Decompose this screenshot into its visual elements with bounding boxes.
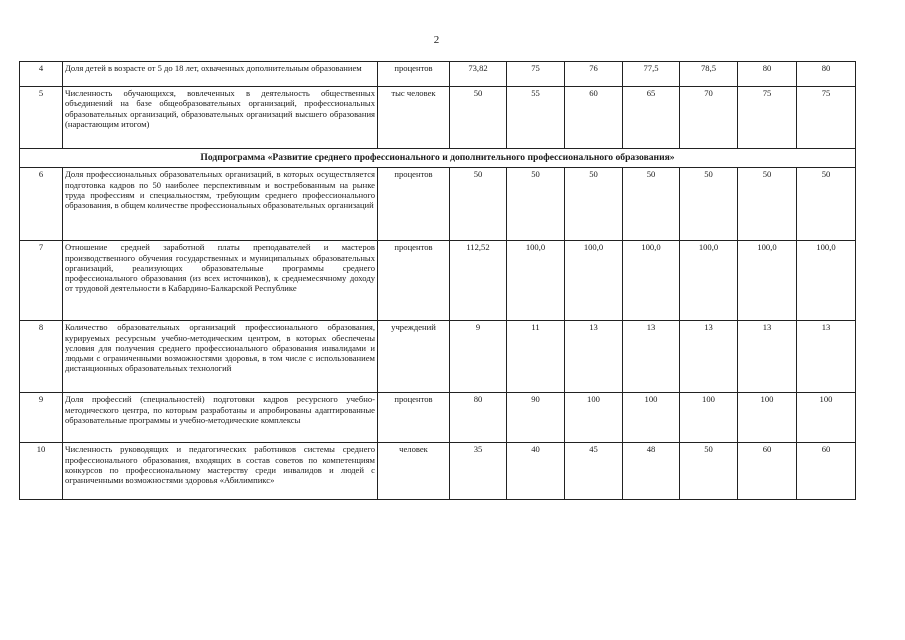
indicator-value: 13 (738, 321, 797, 393)
indicator-value: 50 (565, 168, 623, 241)
indicator-value: 65 (623, 87, 680, 149)
row-number: 4 (20, 62, 63, 87)
row-number: 8 (20, 321, 63, 393)
indicator-description: Доля профессиональных образовательных организаций, в которых осуществляется подготовка кадров по 50 наиболее перспективным и востребованным на рынке труда профессиям и специальностям, требующим среднего профессионального образования, в общем количестве профессиональных образовательных организаций (63, 168, 378, 241)
row-number: 7 (20, 241, 63, 321)
indicator-value: 13 (623, 321, 680, 393)
unit-of-measure: тыс человек (378, 87, 450, 149)
indicator-value: 13 (797, 321, 856, 393)
indicator-value: 100 (623, 393, 680, 443)
indicator-description: Доля профессий (специальностей) подготовки кадров ресурсного учебно-методического центра, по которым разработаны и апробированы адаптированные образовательные программы и учебно-методические комплексы (63, 393, 378, 443)
indicator-value: 13 (565, 321, 623, 393)
indicator-value: 60 (797, 443, 856, 500)
indicator-value: 75 (738, 87, 797, 149)
unit-of-measure: процентов (378, 241, 450, 321)
indicator-value: 50 (680, 443, 738, 500)
indicator-value: 50 (450, 168, 507, 241)
row-number: 9 (20, 393, 63, 443)
unit-of-measure: процентов (378, 393, 450, 443)
table-row (20, 241, 856, 321)
unit-of-measure: процентов (378, 168, 450, 241)
indicator-value: 50 (738, 168, 797, 241)
indicator-value: 100,0 (623, 241, 680, 321)
indicator-value: 100,0 (797, 241, 856, 321)
indicator-value: 35 (450, 443, 507, 500)
indicator-value: 70 (680, 87, 738, 149)
indicator-value: 50 (680, 168, 738, 241)
indicator-value: 100,0 (680, 241, 738, 321)
indicator-value: 80 (738, 62, 797, 87)
indicator-value: 55 (507, 87, 565, 149)
table-body-top (20, 62, 856, 149)
indicator-value: 78,5 (680, 62, 738, 87)
table-row (20, 443, 856, 500)
page-number: 2 (433, 34, 440, 46)
row-number: 10 (20, 443, 63, 500)
indicator-description: Доля детей в возрасте от 5 до 18 лет, охваченных дополнительным образованием (63, 62, 378, 87)
indicator-value: 100 (565, 393, 623, 443)
indicator-value: 73,82 (450, 62, 507, 87)
indicator-value: 13 (680, 321, 738, 393)
indicator-value: 50 (623, 168, 680, 241)
indicator-value: 100 (797, 393, 856, 443)
subprogram-title: Подпрограмма «Развитие среднего профессионального и дополнительного профессионального образования» (20, 149, 856, 168)
row-number: 6 (20, 168, 63, 241)
indicator-value: 50 (450, 87, 507, 149)
indicator-value: 100,0 (565, 241, 623, 321)
indicator-value: 60 (738, 443, 797, 500)
unit-of-measure: человек (378, 443, 450, 500)
table-row (20, 62, 856, 87)
indicator-value: 60 (565, 87, 623, 149)
indicator-value: 100 (680, 393, 738, 443)
unit-of-measure: процентов (378, 62, 450, 87)
table-row (20, 87, 856, 149)
indicator-description: Численность обучающихся, вовлеченных в деятельность общественных объединений на базе общеобразовательных организаций, профессиональных образовательных организаций, образовательных организаций высшего образования (нарастающим итогом) (63, 87, 378, 149)
indicator-value: 77,5 (623, 62, 680, 87)
unit-of-measure: учреждений (378, 321, 450, 393)
row-number: 5 (20, 87, 63, 149)
indicator-value: 80 (450, 393, 507, 443)
indicator-value: 75 (797, 87, 856, 149)
indicator-description: Количество образовательных организаций профессионального образования, курируемых ресурсным учебно-методическим центром, в которых обеспечены условия для получения среднего профессионального образования инвалидами и людьми с ограниченными возможностями здоровья, в том числе с использованием дистанционных образовательных технологий (63, 321, 378, 393)
indicator-value: 48 (623, 443, 680, 500)
indicator-value: 90 (507, 393, 565, 443)
indicator-value: 100,0 (738, 241, 797, 321)
indicator-value: 112,52 (450, 241, 507, 321)
indicator-value: 9 (450, 321, 507, 393)
indicator-description: Отношение средней заработной платы преподавателей и мастеров производственного обучения государственных и муниципальных образовательных организаций, реализующих образовательные программы среднего профессионального образования (из всех источников), к среднемесячному доходу от трудовой деятельности в Кабардино-Балкарской Республике (63, 241, 378, 321)
indicator-value: 100 (738, 393, 797, 443)
indicator-value: 76 (565, 62, 623, 87)
indicator-description: Численность руководящих и педагогических работников системы среднего профессионального образования, входящих в состав советов по компетенциям конкурсов по профессиональному мастерству среди инвалидов и людей с ограниченными возможностями здоровья «Абилимпикс» (63, 443, 378, 500)
subprogram-section (20, 149, 856, 168)
indicator-value: 80 (797, 62, 856, 87)
indicator-value: 40 (507, 443, 565, 500)
indicator-value: 45 (565, 443, 623, 500)
indicator-value: 50 (797, 168, 856, 241)
indicator-value: 50 (507, 168, 565, 241)
indicators-table (19, 61, 856, 500)
indicator-value: 100,0 (507, 241, 565, 321)
table-row (20, 168, 856, 241)
table-row (20, 393, 856, 443)
subprogram-row (20, 149, 856, 168)
indicator-value: 11 (507, 321, 565, 393)
table-row (20, 321, 856, 393)
table-body-bottom (20, 168, 856, 500)
indicator-value: 75 (507, 62, 565, 87)
